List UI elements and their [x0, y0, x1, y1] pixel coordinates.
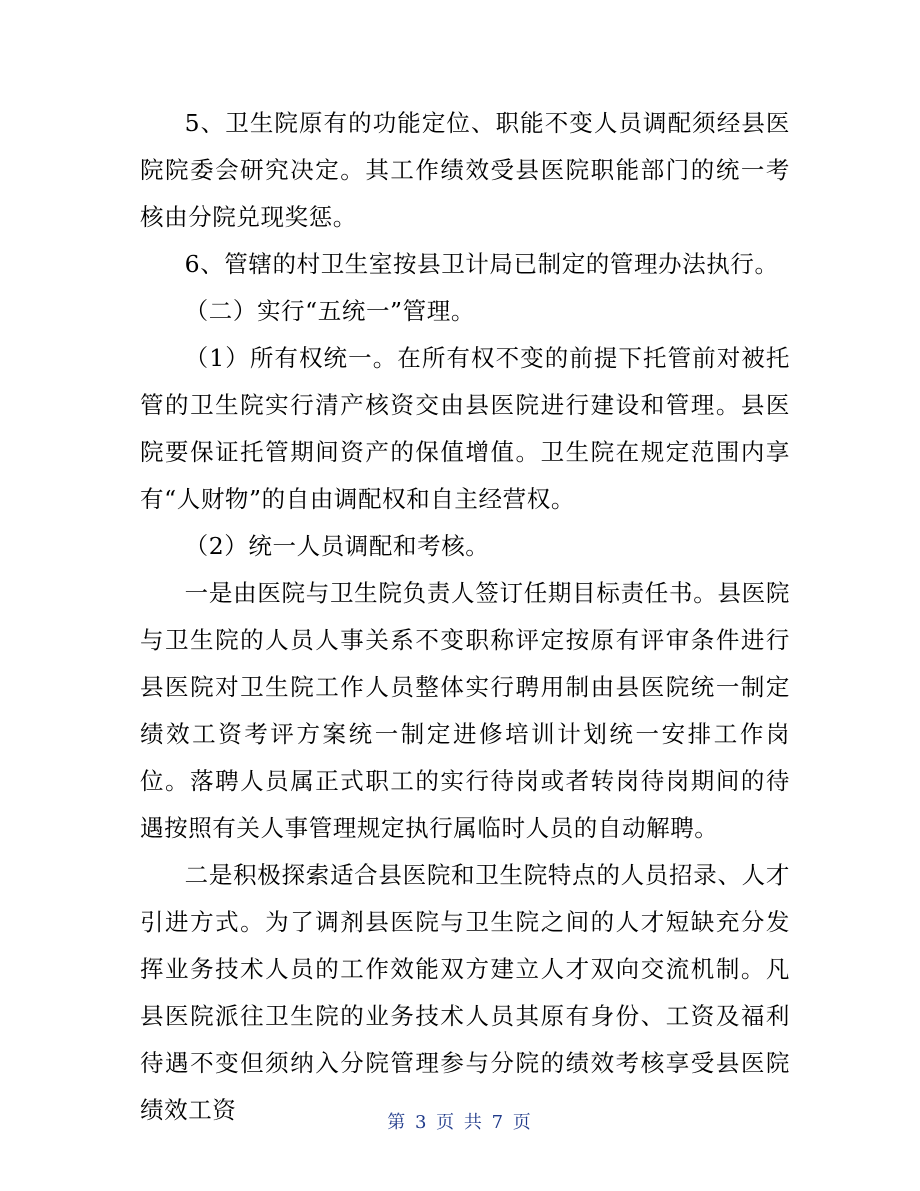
paragraph-point-one: 一是由医院与卫生院负责人签订任期目标责任书。县医院与卫生院的人员人事关系不变职称评定按原有评审条件进行县医院对卫生院工作人员整体实行聘用制由县医院统一制定绩效工资考评方案统一制定进修培训计划统一安排工作岗位。落聘人员属正式职工的实行待岗或者转岗待岗期间的待遇按照有关人事管理规定执行属临时人员的自动解聘。	[140, 579, 790, 842]
paragraph-item-5: 5、卫生院原有的功能定位、职能不变人员调配须经县医院院委会研究决定。其工作绩效受县医院职能部门的统一考核由分院兑现奖惩。	[140, 109, 790, 231]
document-body	[140, 100, 790, 1134]
paragraph-point-two: 二是积极探索适合县医院和卫生院特点的人员招录、人才引进方式。为了调剂县医院与卫生院之间的人才短缺充分发挥业务技术人员的工作效能双方建立人才双向交流机制。凡县医院派往卫生院的业务技术人员其原有身份、工资及福利待遇不变但须纳入分院管理参与分院的绩效考核享受县医院绩效工资	[140, 861, 790, 1124]
paragraph-ownership-unification: （1）所有权统一。在所有权不变的前提下托管前对被托管的卫生院实行清产核资交由县医院进行建设和管理。县医院要保证托管期间资产的保值增值。卫生院在规定范围内享有“人财物”的自由调配权和自主经营权。	[140, 344, 790, 513]
section-heading-five-unifications: （二）实行“五统一”管理。	[184, 297, 475, 325]
paragraph-item-6: 6、管辖的村卫生室按县卫计局已制定的管理办法执行。	[184, 250, 779, 278]
paragraph-personnel-unification-heading: （2）统一人员调配和考核。	[184, 532, 490, 560]
page-number-footer: 第 3 页 共 7 页	[387, 1112, 533, 1133]
